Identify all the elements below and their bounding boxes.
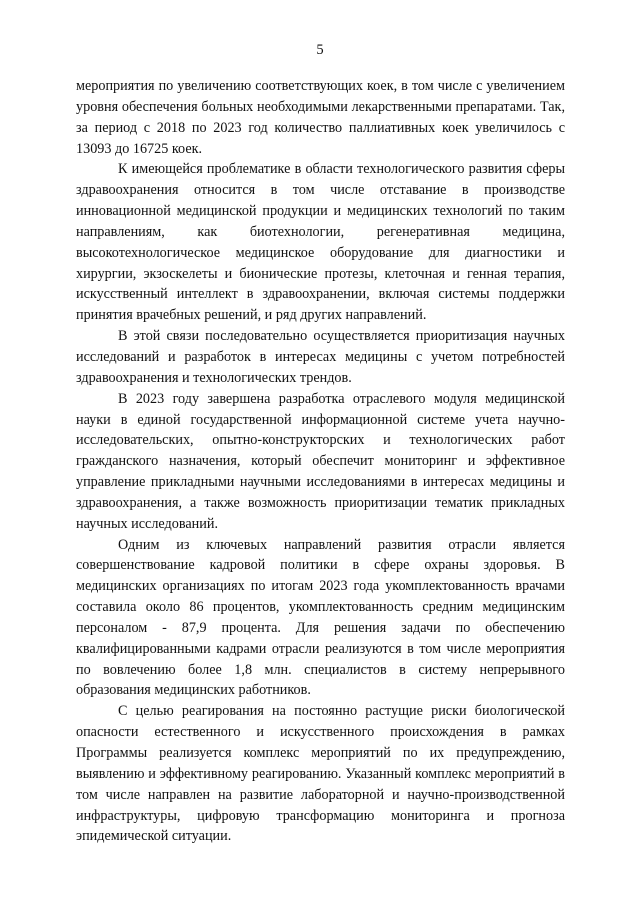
body-text xyxy=(76,76,565,847)
paragraph-technology-problems: К имеющейся проблематике в области технологического развития сферы здравоохранения относится в том числе отставание в производстве инновационной медицинской продукции и медицинских технологий по таким направлениям, как биотехнологии, регенеративная медицина, высокотехнологическое медицинское оборудование для диагностики и хирургии, экзоскелеты и бионические протезы, клеточная и генная терапия, искусственный интеллект в здравоохранении, включая системы поддержки принятия врачебных решений, и ряд других направлений. xyxy=(76,161,565,324)
paragraph-biological-risks: С целью реагирования на постоянно растущие риски биологической опасности естественного и искусственного происхождения в рамках Программы реализуется комплекс мероприятий по их предупреждению, выявлению и эффективному реагированию. Указанный комплекс мероприятий в том числе направлен на развитие лабораторной и научно-производственной инфраструктуры, цифровую трансформацию мониторинга и прогноза эпидемической ситуации. xyxy=(76,703,565,845)
paragraph-palliative-beds: мероприятия по увеличению соответствующих коек, в том числе с увеличением уровня обеспечения больных необходимыми лекарственными препаратами. Так, за период с 2018 по 2023 год количество паллиативных коек увеличилось с 13093 до 16725 коек. xyxy=(76,78,565,157)
page-number: 5 xyxy=(316,42,324,58)
paragraph-medical-science-module: В 2023 году завершена разработка отраслевого модуля медицинской науки в единой государственной информационной системе учета научно-исследовательских, опытно-конструкторских и технологических работ гражданского назначения, который обеспечит мониторинг и эффективное управление прикладными научными исследованиями в интересах медицины и здравоохранения, а также возможность приоритизации тематик прикладных научных исследований. xyxy=(76,390,565,532)
paragraph-personnel-policy: Одним из ключевых направлений развития отрасли является совершенствование кадровой политики в сфере охраны здоровья. В медицинских организациях по итогам 2023 года укомплектованность врачами составила около 86 процентов, укомплектованность средним медицинским персоналом - 87,9 процента. Для решения задачи по обеспечению квалифицированными кадрами отрасли реализуются в том числе мероприятия по вовлечению более 1,8 млн. специалистов в систему непрерывного образования медицинских работников. xyxy=(76,536,565,699)
paragraph-research-prioritization: В этой связи последовательно осуществляется приоритизация научных исследований и разработок в интересах медицины с учетом потребностей здравоохранения и технологических трендов. xyxy=(76,328,565,386)
